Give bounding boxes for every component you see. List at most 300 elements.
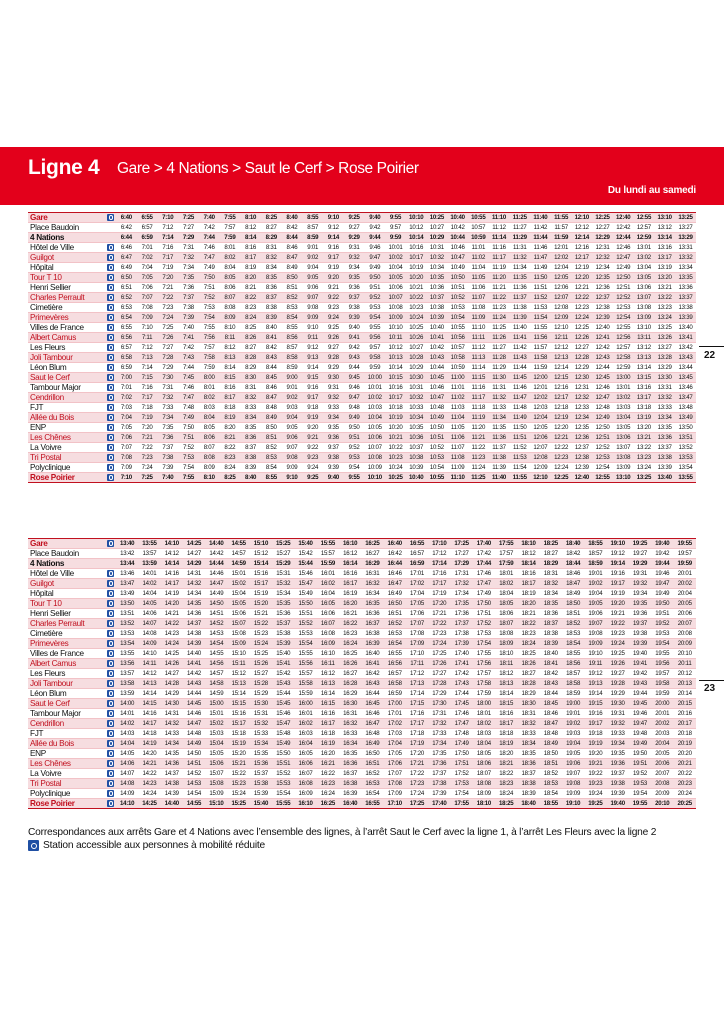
departure-time: 13:20 (654, 273, 675, 283)
departure-time: 14:46 (205, 569, 227, 579)
departure-time: 7:23 (157, 303, 178, 313)
departure-time: 15:01 (227, 569, 249, 579)
departure-time: 15:41 (272, 659, 294, 669)
departure-time: 17:27 (450, 549, 472, 559)
departure-time: 11:57 (551, 223, 572, 233)
departure-time: 12:42 (613, 223, 634, 233)
departure-time: 20:03 (651, 729, 673, 739)
departure-time: 14:58 (205, 679, 227, 689)
accessibility-cell (104, 779, 116, 789)
accessibility-cell (104, 233, 116, 243)
departure-time: 15:34 (250, 739, 272, 749)
departure-time: 17:56 (473, 659, 495, 669)
departure-time: 13:21 (634, 433, 655, 443)
departure-time: 16:11 (317, 659, 339, 669)
departure-time: 12:29 (571, 363, 592, 373)
departure-time: 19:11 (584, 659, 606, 669)
departure-time: 10:45 (427, 373, 448, 383)
departure-time: 19:14 (584, 689, 606, 699)
departure-time: 20:05 (673, 599, 696, 609)
departure-time: 8:29 (261, 233, 282, 243)
departure-time: 8:31 (261, 243, 282, 253)
departure-time: 17:09 (406, 639, 428, 649)
departure-time: 17:09 (384, 789, 406, 799)
departure-time: 12:23 (571, 303, 592, 313)
departure-time: 14:19 (138, 739, 160, 749)
departure-time: 12:38 (571, 453, 592, 463)
departure-time: 16:19 (339, 589, 361, 599)
departure-time: 18:34 (517, 739, 539, 749)
departure-time: 13:42 (116, 549, 138, 559)
departure-time: 9:46 (344, 383, 365, 393)
departure-time: 19:37 (607, 769, 629, 779)
departure-time: 13:55 (116, 649, 138, 659)
departure-time: 13:46 (116, 569, 138, 579)
departure-time: 10:01 (364, 383, 385, 393)
departure-time: 13:49 (116, 589, 138, 599)
departure-time: 11:49 (530, 263, 551, 273)
departure-time: 10:05 (385, 273, 406, 283)
stop-name: Rose Poirier (28, 799, 104, 809)
departure-time: 8:08 (199, 453, 220, 463)
departure-time: 9:21 (302, 433, 323, 443)
departure-time: 9:29 (323, 363, 344, 373)
departure-time: 13:56 (116, 659, 138, 669)
departure-time: 19:27 (629, 549, 651, 559)
stop-name: Gare (28, 539, 104, 549)
departure-time: 19:06 (584, 609, 606, 619)
departure-time: 19:09 (562, 789, 584, 799)
departure-time: 13:25 (654, 323, 675, 333)
departure-time: 20:06 (651, 759, 673, 769)
wheelchair-icon (107, 214, 114, 221)
departure-time: 18:12 (517, 549, 539, 559)
accessibility-cell (104, 769, 116, 779)
departure-time: 6:47 (116, 253, 137, 263)
departure-time: 10:52 (447, 293, 468, 303)
departure-time: 18:10 (517, 539, 539, 549)
timetable-row (28, 473, 696, 483)
departure-time: 19:31 (629, 569, 651, 579)
departure-time: 16:05 (317, 599, 339, 609)
departure-time: 7:55 (220, 213, 241, 223)
departure-time: 17:05 (384, 749, 406, 759)
departure-time: 7:55 (178, 473, 199, 483)
departure-time: 7:09 (116, 463, 137, 473)
departure-time: 12:51 (613, 283, 634, 293)
departure-time: 15:05 (227, 599, 249, 609)
departure-time: 8:16 (220, 383, 241, 393)
departure-time: 9:25 (344, 213, 365, 223)
stop-name: Léon Blum (28, 689, 104, 699)
departure-time: 10:50 (447, 273, 468, 283)
departure-time: 9:50 (364, 273, 385, 283)
departure-time: 7:44 (199, 233, 220, 243)
departure-time: 19:30 (607, 699, 629, 709)
timetable-row (28, 363, 696, 373)
departure-time: 18:40 (517, 799, 539, 809)
departure-time: 20:25 (673, 799, 696, 809)
departure-time: 9:47 (364, 253, 385, 263)
departure-time: 19:35 (607, 749, 629, 759)
departure-time: 16:10 (317, 649, 339, 659)
departure-time: 9:18 (302, 403, 323, 413)
departure-time: 17:36 (450, 609, 472, 619)
departure-time: 10:23 (406, 303, 427, 313)
departure-time: 15:52 (272, 769, 294, 779)
departure-time: 16:15 (317, 699, 339, 709)
timetable-row (28, 373, 696, 383)
departure-time: 9:51 (364, 283, 385, 293)
departure-time: 16:21 (339, 609, 361, 619)
departure-time: 11:40 (530, 213, 551, 223)
wheelchair-icon (107, 364, 114, 371)
departure-time: 16:22 (317, 769, 339, 779)
departure-time: 8:31 (240, 383, 261, 393)
departure-time: 12:05 (551, 273, 572, 283)
departure-time: 10:41 (427, 333, 448, 343)
timetable-row (28, 749, 696, 759)
accessibility-label: Station accessible aux personnes à mobilité réduite (43, 840, 265, 851)
departure-time: 16:25 (361, 539, 383, 549)
departure-time: 7:30 (157, 373, 178, 383)
departure-time: 18:06 (473, 759, 495, 769)
wheelchair-icon (107, 710, 114, 717)
departure-time: 8:37 (261, 293, 282, 303)
departure-time: 12:26 (571, 333, 592, 343)
departure-time: 15:14 (227, 689, 249, 699)
departure-time: 14:04 (138, 589, 160, 599)
departure-time: 14:20 (161, 599, 183, 609)
departure-time: 8:05 (199, 423, 220, 433)
departure-time: 19:46 (629, 709, 651, 719)
accessibility-cell (104, 243, 116, 253)
departure-time: 12:24 (571, 313, 592, 323)
departure-time: 11:47 (509, 393, 530, 403)
departure-time: 7:37 (157, 443, 178, 453)
departure-time: 19:51 (629, 759, 651, 769)
departure-time: 13:54 (675, 463, 696, 473)
departure-time: 18:14 (517, 559, 539, 569)
departure-time: 18:51 (540, 759, 562, 769)
departure-time: 18:07 (495, 619, 517, 629)
departure-time: 17:00 (384, 699, 406, 709)
accessibility-cell (104, 463, 116, 473)
departure-time: 15:25 (272, 539, 294, 549)
departure-time: 9:36 (344, 283, 365, 293)
departure-time: 9:07 (282, 443, 303, 453)
departure-time: 12:06 (530, 433, 551, 443)
departure-time: 13:50 (116, 599, 138, 609)
timetable-row (28, 679, 696, 689)
departure-time: 8:58 (282, 353, 303, 363)
departure-time: 14:08 (116, 779, 138, 789)
stop-name: Guilgot (28, 253, 104, 263)
departure-time: 9:50 (344, 423, 365, 433)
stop-name: Hôpital (28, 589, 104, 599)
wheelchair-icon (107, 424, 114, 431)
departure-time: 17:37 (450, 619, 472, 629)
accessibility-cell (104, 599, 116, 609)
departure-time: 11:10 (489, 213, 510, 223)
departure-time: 12:49 (613, 263, 634, 273)
departure-time: 17:19 (406, 739, 428, 749)
departure-time: 7:20 (137, 423, 158, 433)
stop-name: Primevères (28, 639, 104, 649)
departure-time: 10:49 (447, 263, 468, 273)
departure-time: 12:33 (571, 403, 592, 413)
service-days: Du lundi au samedi (607, 185, 696, 196)
departure-time: 15:25 (227, 799, 249, 809)
departure-time: 12:55 (634, 213, 655, 223)
departure-time: 8:12 (220, 343, 241, 353)
wheelchair-icon (107, 650, 114, 657)
departure-time: 9:09 (282, 463, 303, 473)
accessibility-cell (104, 453, 116, 463)
departure-time: 13:14 (654, 233, 675, 243)
timetable-row (28, 569, 696, 579)
departure-time: 10:06 (385, 283, 406, 293)
departure-time: 20:04 (651, 739, 673, 749)
departure-time: 9:53 (344, 453, 365, 463)
departure-time: 11:35 (509, 273, 530, 283)
departure-time: 7:49 (178, 413, 199, 423)
wheelchair-icon (107, 314, 114, 321)
departure-time: 13:31 (675, 243, 696, 253)
departure-time: 7:55 (199, 323, 220, 333)
departure-time: 14:02 (138, 579, 160, 589)
departure-time: 8:15 (220, 373, 241, 383)
departure-time: 14:32 (161, 719, 183, 729)
departure-time: 16:42 (384, 549, 406, 559)
departure-time: 15:06 (205, 759, 227, 769)
departure-time: 9:02 (282, 393, 303, 403)
departure-time: 17:18 (406, 729, 428, 739)
departure-time: 13:05 (613, 423, 634, 433)
departure-time: 13:12 (634, 343, 655, 353)
departure-time: 7:59 (220, 233, 241, 243)
departure-time: 19:17 (584, 719, 606, 729)
departure-time: 15:55 (294, 649, 316, 659)
departure-time: 9:03 (282, 403, 303, 413)
departure-time: 18:58 (562, 679, 584, 689)
departure-time: 14:06 (116, 759, 138, 769)
departure-time: 14:31 (183, 569, 205, 579)
departure-time: 8:07 (199, 443, 220, 453)
departure-time: 20:13 (673, 679, 696, 689)
departure-time: 10:59 (447, 363, 468, 373)
departure-time: 15:13 (227, 679, 249, 689)
departure-time: 15:26 (250, 659, 272, 669)
departure-time: 12:31 (571, 383, 592, 393)
departure-time: 13:18 (634, 403, 655, 413)
departure-time: 18:27 (517, 669, 539, 679)
departure-time: 17:59 (473, 689, 495, 699)
departure-time: 18:11 (495, 659, 517, 669)
departure-time: 18:03 (473, 729, 495, 739)
departure-time: 19:12 (607, 549, 629, 559)
departure-time: 15:59 (294, 689, 316, 699)
departure-time: 13:22 (634, 443, 655, 453)
departure-time: 19:26 (607, 659, 629, 669)
departure-time: 8:38 (261, 303, 282, 313)
departure-time: 7:12 (157, 223, 178, 233)
departure-time: 7:33 (157, 403, 178, 413)
departure-time: 14:52 (183, 769, 205, 779)
departure-time: 10:25 (385, 473, 406, 483)
departure-time: 12:08 (551, 303, 572, 313)
departure-time: 12:47 (592, 393, 613, 403)
departure-time: 12:02 (530, 393, 551, 403)
departure-time: 12:16 (571, 243, 592, 253)
wheelchair-icon (107, 600, 114, 607)
departure-time: 15:04 (205, 739, 227, 749)
departure-time: 15:10 (205, 799, 227, 809)
departure-time: 17:23 (428, 629, 450, 639)
departure-time: 10:22 (406, 293, 427, 303)
timetable-morning (28, 212, 696, 483)
departure-time: 8:06 (220, 283, 241, 293)
departure-time: 9:17 (323, 253, 344, 263)
departure-time: 16:20 (317, 749, 339, 759)
departure-time: 8:59 (302, 233, 323, 243)
departure-time: 18:51 (562, 609, 584, 619)
departure-time: 17:46 (450, 709, 472, 719)
departure-time: 16:08 (294, 779, 316, 789)
departure-time: 13:42 (675, 343, 696, 353)
departure-time: 19:39 (607, 789, 629, 799)
departure-time: 19:22 (607, 619, 629, 629)
departure-time: 11:47 (530, 253, 551, 263)
departure-time: 16:54 (384, 639, 406, 649)
departure-time: 10:36 (427, 283, 448, 293)
departure-time: 15:10 (250, 539, 272, 549)
departure-time: 9:06 (302, 283, 323, 293)
departure-time: 6:55 (116, 323, 137, 333)
departure-time: 19:42 (629, 669, 651, 679)
departure-time: 9:02 (302, 253, 323, 263)
departure-time: 9:12 (302, 343, 323, 353)
departure-time: 16:14 (317, 689, 339, 699)
departure-time: 20:02 (651, 719, 673, 729)
departure-time: 11:21 (489, 283, 510, 293)
departure-time: 7:47 (178, 393, 199, 403)
departure-time: 14:25 (161, 649, 183, 659)
departure-time: 13:13 (634, 353, 655, 363)
stop-name: Place Baudoin (28, 223, 104, 233)
wheelchair-icon (107, 474, 114, 481)
departure-time: 15:42 (294, 549, 316, 559)
departure-time: 10:00 (364, 373, 385, 383)
departure-time: 7:38 (178, 303, 199, 313)
departure-time: 15:08 (227, 629, 249, 639)
departure-time: 17:17 (428, 579, 450, 589)
departure-time: 12:00 (530, 373, 551, 383)
departure-time: 8:11 (220, 333, 241, 343)
departure-time: 17:42 (473, 549, 495, 559)
departure-time: 8:08 (220, 303, 241, 313)
departure-time: 18:16 (495, 709, 517, 719)
wheelchair-icon (107, 680, 114, 687)
departure-time: 9:10 (282, 473, 303, 483)
departure-time: 18:05 (473, 749, 495, 759)
departure-time: 12:40 (613, 213, 634, 223)
departure-time: 16:47 (384, 579, 406, 589)
accessibility-cell (104, 413, 116, 423)
departure-time: 7:34 (178, 263, 199, 273)
departure-time: 11:10 (447, 473, 468, 483)
departure-time: 16:03 (294, 729, 316, 739)
departure-time: 19:08 (584, 629, 606, 639)
stop-name: Albert Camus (28, 333, 104, 343)
departure-time: 14:11 (138, 659, 160, 669)
departure-time: 7:40 (178, 323, 199, 333)
departure-time: 16:02 (317, 579, 339, 589)
departure-time: 17:40 (428, 799, 450, 809)
departure-time: 12:17 (551, 393, 572, 403)
departure-time: 20:09 (673, 639, 696, 649)
departure-time: 15:37 (250, 769, 272, 779)
departure-time: 9:06 (282, 433, 303, 443)
departure-time: 7:52 (178, 443, 199, 453)
departure-time: 13:22 (654, 293, 675, 303)
departure-time: 19:03 (562, 729, 584, 739)
timetable-row (28, 303, 696, 313)
departure-time: 14:12 (161, 549, 183, 559)
departure-time: 18:36 (517, 759, 539, 769)
departure-time: 8:55 (261, 473, 282, 483)
departure-time: 14:50 (205, 599, 227, 609)
departure-time: 19:37 (629, 619, 651, 629)
departure-time: 8:23 (220, 453, 241, 463)
departure-time: 15:18 (227, 729, 249, 739)
departure-time: 11:41 (509, 333, 530, 343)
departure-time: 8:23 (240, 303, 261, 313)
departure-time: 19:44 (651, 559, 673, 569)
departure-time: 13:29 (654, 363, 675, 373)
departure-time: 7:45 (178, 373, 199, 383)
stop-name: Charles Perrault (28, 619, 104, 629)
departure-time: 11:05 (468, 273, 489, 283)
departure-time: 9:36 (323, 433, 344, 443)
departure-time: 15:25 (250, 649, 272, 659)
departure-time: 16:56 (384, 659, 406, 669)
departure-time: 8:34 (261, 263, 282, 273)
departure-time: 8:53 (261, 453, 282, 463)
stop-name: Allée du Bois (28, 413, 104, 423)
departure-time: 15:02 (205, 719, 227, 729)
departure-time: 8:51 (282, 283, 303, 293)
departure-time: 9:31 (323, 383, 344, 393)
departure-time: 15:56 (294, 659, 316, 669)
stop-name: Tri Postal (28, 779, 104, 789)
departure-time: 19:09 (584, 639, 606, 649)
departure-time: 8:25 (240, 323, 261, 333)
departure-time: 15:51 (294, 609, 316, 619)
accessibility-cell (104, 749, 116, 759)
departure-time: 18:48 (540, 729, 562, 739)
wheelchair-icon (107, 740, 114, 747)
departure-time: 15:17 (227, 719, 249, 729)
departure-time: 16:37 (361, 619, 383, 629)
departure-time: 10:53 (427, 453, 448, 463)
departure-time: 12:22 (571, 293, 592, 303)
departure-time: 13:10 (613, 473, 634, 483)
departure-time: 19:19 (607, 589, 629, 599)
departure-time: 13:01 (634, 243, 655, 253)
accessibility-cell (104, 609, 116, 619)
departure-time: 18:39 (540, 639, 562, 649)
